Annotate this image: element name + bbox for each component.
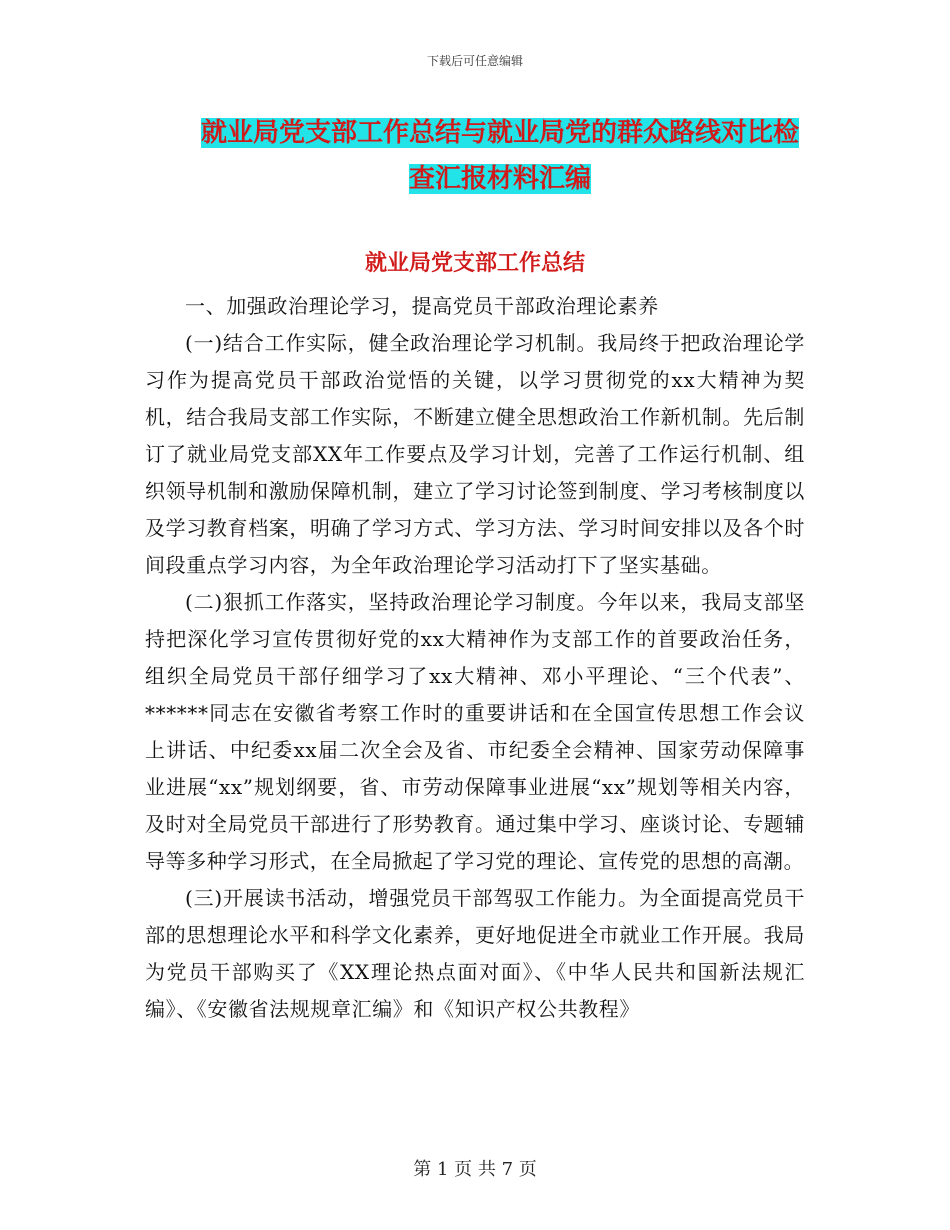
paragraph: (一)结合工作实际，健全政治理论学习机制。我局终于把政治理论学习作为提高党员干部政治觉悟的关键，以学习贯彻党的xx大精神为契机，结合我局支部工作实际，不断建立健全思想政治工作新机制。先后制订了就业局党支部XX年工作要点及学习计划，完善了工作运行机制、组织领导机制和激励保障机制，建立了学习讨论签到制度、学习考核制度以及学习教育档案，明确了学习方式、学习方法、学习时间安排以及各个时间段重点学习内容，为全年政治理论学习活动打下了坚实基础。 <box>145 331 805 577</box>
title-line-1: 就业局党支部工作总结与就业局党的群众路线对比检 <box>200 118 799 148</box>
paragraph-heading: 一、加强政治理论学习，提高党员干部政治理论素养 <box>185 294 659 318</box>
title-line-2: 查汇报材料汇编 <box>408 164 591 194</box>
header-note: 下载后可任意编辑 <box>426 54 523 68</box>
paragraph: (二)狠抓工作落实，坚持政治理论学习制度。今年以来，我局支部坚持把深化学习宣传贯彻好党的xx大精神作为支部工作的首要政治任务，组织全局党员干部仔细学习了xx大精神、邓小平理论、“三个代表”、******同志在安徽省考察工作时的重要讲话和在全国宣传思想工作会议上讲话、中纪委xx届二次全会及省、市纪委全会精神、国家劳动保障事业进展“xx”规划纲要，省、市劳动保障事业进展“xx”规划等相关内容，及时对全局党员干部进行了形势教育。通过集中学习、座谈讨论、专题辅导等多种学习形式，在全局掀起了学习党的理论、宣传党的思想的高潮。 <box>145 590 805 873</box>
body-text <box>145 288 805 1028</box>
page-footer: 第 1 页 共 7 页 <box>413 1159 537 1180</box>
section-title: 就业局党支部工作总结 <box>364 250 585 276</box>
document-title <box>190 110 810 202</box>
paragraph: (三)开展读书活动，增强党员干部驾驭工作能力。为全面提高党员干部的思想理论水平和科学文化素养，更好地促进全市就业工作开展。我局为党员干部购买了《XX理论热点面对面》、《中华人民共和国新法规汇编》、《安徽省法规规章汇编》和《知识产权公共教程》 <box>145 886 805 1021</box>
